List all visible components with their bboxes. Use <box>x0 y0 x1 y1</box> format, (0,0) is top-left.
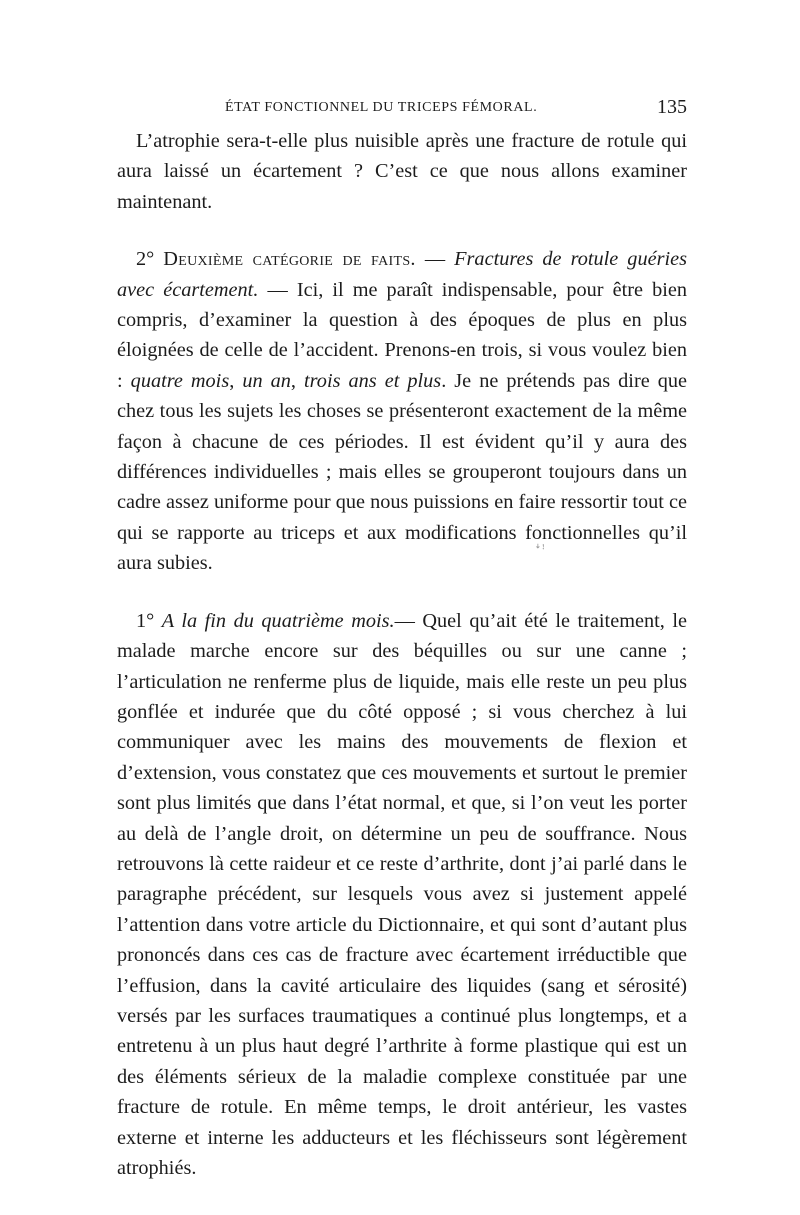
period-three-years: trois ans et plus <box>304 369 442 392</box>
paragraph-intro-text: L’atrophie sera-t-elle plus nuisible après une fracture de rotule qui aura laissé un écartement ? C’est ce que nous allons examiner maintenant. <box>117 130 687 213</box>
paragraph-text-part-1: — Ici, il me paraît indispensable, pour être bien compris, d’examiner la question à des époques de plus en plus éloignées de celle de l’accident. Prenons-en trois, si vous voulez bien : <box>117 278 687 392</box>
paragraph-fourth-month <box>117 606 687 1184</box>
subsection-heading: A la fin du quatrième mois. <box>161 609 395 632</box>
period-four-months: quatre mois <box>130 369 230 392</box>
page-number: 135 <box>657 96 687 118</box>
separator: , <box>229 369 243 392</box>
ink-speck: ꜜꜝ <box>535 545 547 557</box>
paragraph-fourth-month-text: — Quel qu’ait été le traitement, le malade marche encore sur des béquilles ou sur une canne ; l’articulation ne renferme plus de liquide, mais elle reste un peu plus gonflée et indurée que du côté opposé ; si vous cherchez à lui communiquer avec les mains des mouvements de flexion et d’extension, vous constatez que ces mouvements et surtout le premier sont plus limités que dans l’état normal, et que, si l’on veut les porter au delà de l’angle droit, on détermine un peu de souffrance. Nous retrouvons là cette raideur et ce reste d’arthrite, dont j’ai parlé dans le paragraphe précédent, sur lesquels vous avez si justement appelé l’attention dans votre article du Dictionnaire, et qui sont d’autant plus prononcés dans ces cas de fracture avec écartement irréductible que l’effusion, dans la cavité articulaire des liquides (sang et sérosité) versés par les surfaces traumatiques a continué plus longtemps, et a entretenu à un plus haut degré l’arthrite à forme plastique qui est un des éléments sérieux de la maladie complexe constituée par une fracture de rotule. En même temps, le droit antérieur, les vastes externe et interne les adducteurs et les fléchisseurs sont légèrement atrophiés. <box>117 609 687 1179</box>
subsection-number: 1° <box>136 609 162 632</box>
heading-dash: — <box>415 248 455 271</box>
section-number: 2° <box>136 248 155 271</box>
body-text <box>117 126 687 1183</box>
paragraph-intro <box>117 126 687 217</box>
section-subheading: Fractures de rotule guéries avec écartement. <box>117 248 688 301</box>
running-title: ÉTAT FONCTIONNEL DU TRICEPS FÉMORAL. <box>225 100 538 115</box>
paragraph-second-category <box>117 244 687 578</box>
section-heading: Deuxième catégorie de faits. <box>163 248 416 271</box>
running-header <box>117 96 687 122</box>
paragraph-text-part-2: . Je ne prétends pas dire que chez tous les sujets les choses se présenteront exactement de la même façon à chacune de ces périodes. Il est évident qu’il y aura des différences individuelles ; mais elles se grouperont toujours dans un cadre assez uniforme pour que nous puissions en faire ressortir tout ce qui se rapporte au triceps et aux modifications fonctionnelles qu’il aura subies. <box>117 369 688 575</box>
period-one-year: un an <box>242 369 291 392</box>
separator: , <box>290 369 305 392</box>
